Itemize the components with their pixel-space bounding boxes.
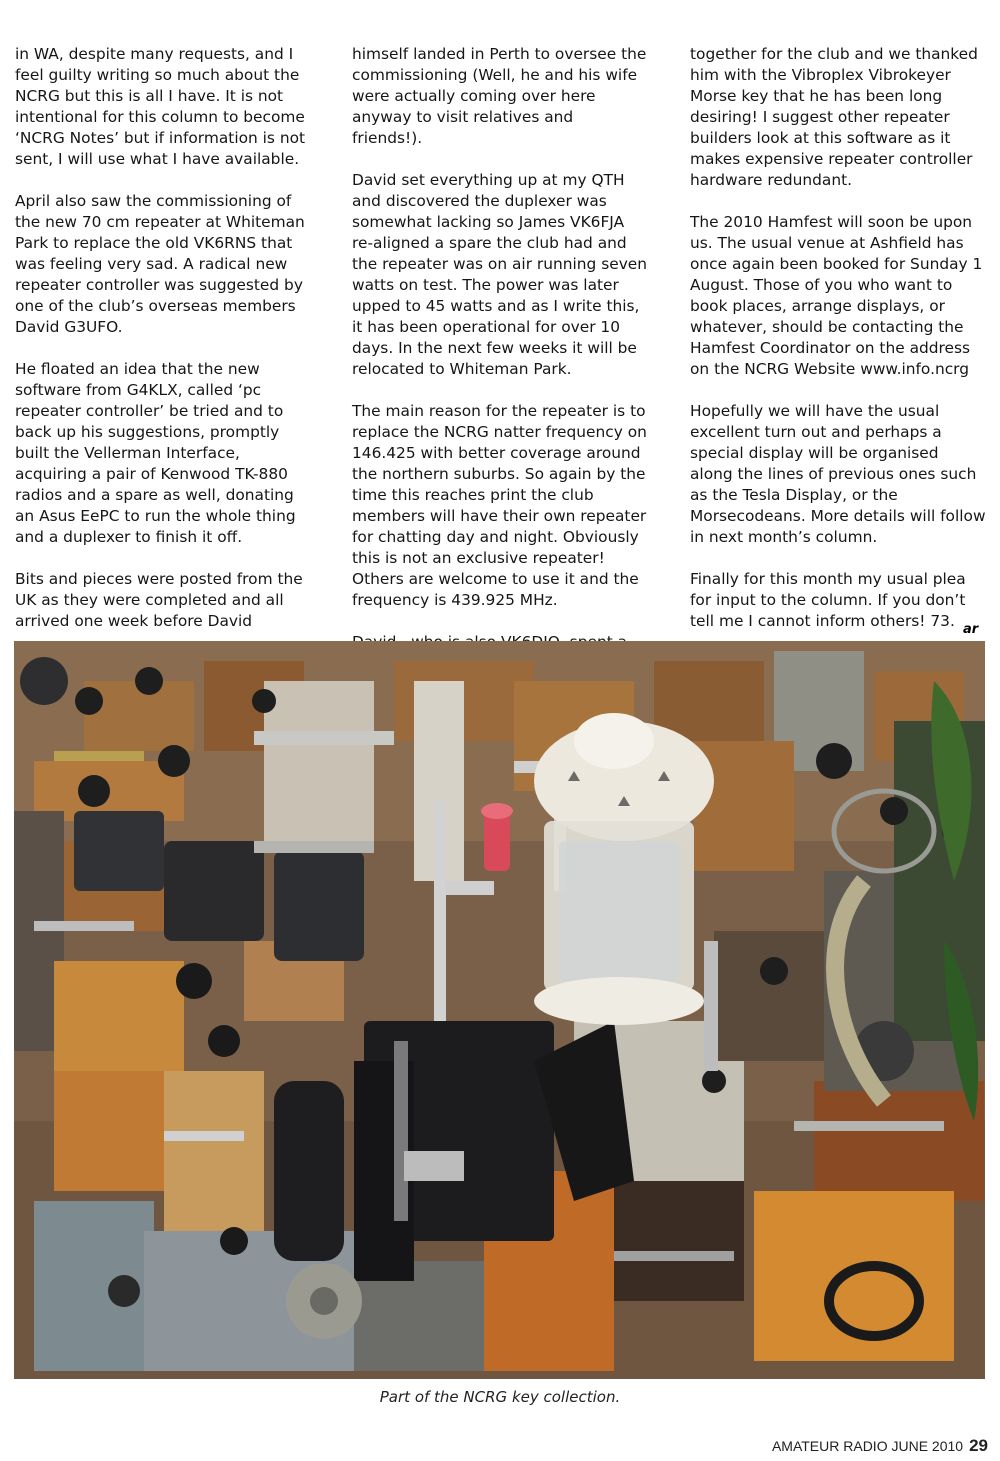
end-mark: ar: [963, 622, 979, 637]
page-number: 29: [969, 1436, 988, 1455]
paragraph: Bits and pieces were posted from the UK as they were completed and all arrived one week before David: [15, 570, 303, 630]
article-column-1: [15, 44, 311, 653]
paragraph: David set everything up at my QTH and discovered the duplexer was somewhat lacking so James VK6FJA re-aligned a spare the club had and the repeater was on air running seven watts on test. The power was later upped to 45 watts and as I write this, it has been operational for over 10 days. In the next few weeks it will be relocated to Whiteman Park.: [352, 171, 648, 378]
paragraph: The main reason for the repeater is to replace the NCRG natter frequency on 146.425 with better coverage around the northern suburbs. So again by the time this reaches print the club members will have their own repeater for chatting day and night. Obviously this is not an exclusive repeater! Others are welcome to use it and the frequency is 439.925 MHz.: [352, 402, 647, 609]
article-column-3: [690, 44, 986, 653]
paragraph: Finally for this month my usual plea for input to the column. If you don’t tell me I cannot inform others! 73.: [690, 570, 966, 630]
paragraph: April also saw the commissioning of the new 70 cm repeater at Whiteman Park to replace the old VK6RNS that was feeling very sad. A radical new repeater controller was suggested by one of the club’s overseas members David G3UFO.: [15, 192, 305, 336]
paragraph: He floated an idea that the new software from G4KLX, called ‘pc repeater controller’ be tried and to back up his suggestions, promptly built the Vellerman Interface, acquiring a pair of Kenwood TK-880 radios and a spare as well, donating an Asus EePC to run the whole thing and a duplexer to finish it off.: [15, 360, 296, 546]
key-collection-photo: [14, 641, 985, 1379]
paragraph: himself landed in Perth to oversee the commissioning (Well, he and his wife were actually coming over here anyway to visit relatives and friends!).: [352, 45, 647, 147]
figure-caption: Part of the NCRG key collection.: [379, 1388, 621, 1406]
paragraph: Hopefully we will have the usual excellent turn out and perhaps a special display will be organised along the lines of previous ones such as the Tesla Display, or the Morsecodeans. More details will follow in next month’s column.: [690, 402, 986, 546]
page-footer: [772, 1436, 988, 1456]
magazine-issue: AMATEUR RADIO JUNE 2010: [771, 1438, 964, 1454]
paragraph: in WA, despite many requests, and I feel guilty writing so much about the NCRG but this is all I have. It is not intentional for this column to become ‘NCRG Notes’ but if information is not sent, I will use what I have available.: [15, 45, 306, 168]
paragraph: The 2010 Hamfest will soon be upon us. The usual venue at Ashfield has once again been booked for Sunday 1 August. Those of you who want to book places, arrange displays, or whatever, should be contacting the Hamfest Coordinator on the address on the NCRG Website www.info.ncrg: [690, 213, 983, 378]
article-column-2: [352, 44, 648, 695]
paragraph: together for the club and we thanked him with the Vibroplex Vibrokeyer Morse key that he has been long desiring! I suggest other repeater builders look at this software as it makes expensive repeater controller hardware redundant.: [690, 45, 978, 189]
